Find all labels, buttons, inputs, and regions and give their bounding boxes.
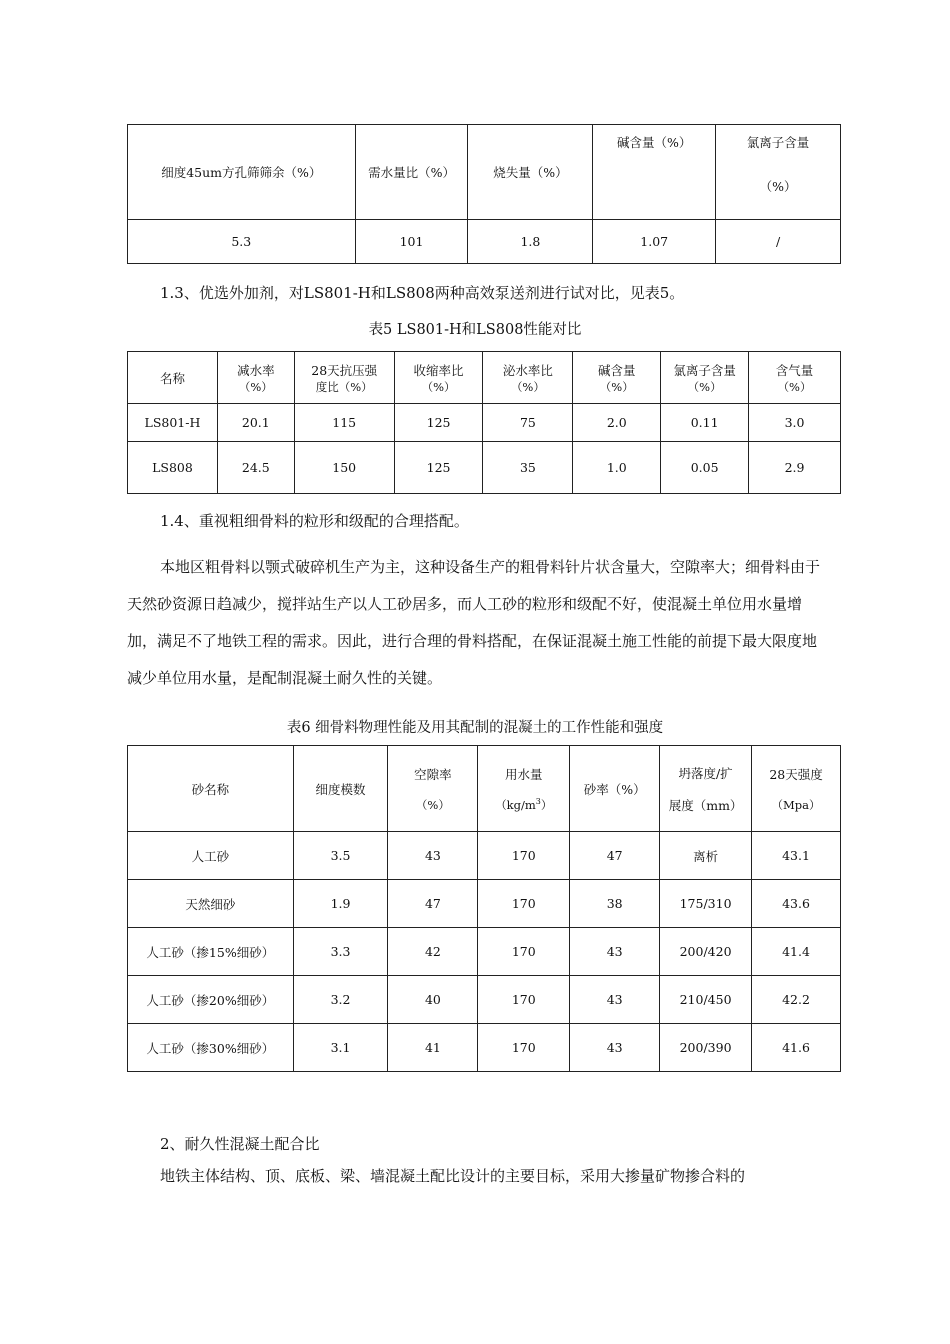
table-cell: 5.3 [128,220,356,264]
header-unit: （%） [238,379,273,394]
admixture-comparison-table [127,351,841,494]
table-cell: 175/310 [660,880,752,928]
table-cell: 2.0 [573,404,661,442]
unit-superscript: 3 [535,796,541,806]
header-chloride-main: 氯离子含量 [746,135,810,150]
header-water-content [478,746,570,832]
fly-ash-table [127,124,841,264]
table-cell: 0.05 [661,442,749,494]
table-cell: 47 [388,880,478,928]
table-cell: 101 [355,220,468,264]
header-main: 28天强度 [769,766,823,782]
table-cell: 47 [570,832,660,880]
table-cell: 35 [483,442,573,494]
table-cell: 170 [478,880,570,928]
header-slump [660,746,752,832]
table-cell: 人工砂（掺30%细砂） [128,1024,294,1072]
table-cell: 43 [570,928,660,976]
table-cell: 人工砂（掺15%细砂） [128,928,294,976]
table-cell: 3.3 [293,928,388,976]
table-row [128,1024,841,1072]
table-cell: 41.4 [752,928,841,976]
table-cell: 170 [478,976,570,1024]
table-cell: 1.0 [573,442,661,494]
header-water-reduction [217,352,294,404]
table-cell: LS801-H [128,404,218,442]
paragraph-mix-design: 地铁主体结构、顶、底板、梁、墙混凝土配比设计的主要目标，采用大掺量矿物掺合料的 [160,1167,746,1185]
header-unit: 展度（mm） [668,797,743,813]
header-main: 含气量 [775,362,814,378]
table-header-row [128,352,841,404]
table-cell: 43 [570,976,660,1024]
header-name: 名称 [128,352,218,404]
table-cell: 24.5 [217,442,294,494]
table-cell: 170 [478,1024,570,1072]
header-shrinkage-ratio [394,352,483,404]
heading-2: 2、耐久性混凝土配合比 [160,1135,320,1153]
table-cell: 38 [570,880,660,928]
header-main: 28天抗压强 [311,362,378,378]
fine-aggregate-table [127,745,841,1072]
header-main: 收缩率比 [413,362,464,378]
table-cell: 150 [294,442,394,494]
table-cell: 3.2 [293,976,388,1024]
table-cell: 115 [294,404,394,442]
table-cell: 75 [483,404,573,442]
table-header-row [128,125,841,220]
table-cell: 125 [394,404,483,442]
table-cell: 0.11 [661,404,749,442]
heading-1-4: 1.4、重视粗细骨料的粒形和级配的合理搭配。 [160,512,469,530]
table-row [128,404,841,442]
header-main: 坍落度/扩 [678,765,733,781]
header-water-demand: 需水量比（%） [355,125,468,220]
header-unit: （%） [421,379,456,394]
unit-text: （kg/m [495,797,536,812]
table-cell: 2.9 [749,442,841,494]
header-strength-ratio [294,352,394,404]
table-row [128,976,841,1024]
header-unit: （%） [415,797,450,812]
table-cell: 170 [478,832,570,880]
table-row [128,928,841,976]
table5-caption: 表5 LS801-H和LS808性能对比 [368,322,582,338]
table-cell: 3.1 [293,1024,388,1072]
header-main: 泌水率比 [502,362,553,378]
header-unit: 度比（%） [315,379,373,394]
header-fineness: 细度45um方孔筛筛余（%） [128,125,356,220]
table-cell: 1.8 [468,220,593,264]
header-sand-name: 砂名称 [128,746,294,832]
table-cell: 人工砂 [128,832,294,880]
header-main: 用水量 [505,766,543,782]
header-sand-ratio: 砂率（%） [570,746,660,832]
header-loss-on-ignition: 烧失量（%） [468,125,593,220]
table-cell: 43 [388,832,478,880]
header-unit: （Mpa） [771,797,821,812]
table-cell: 41 [388,1024,478,1072]
table-cell: 天然细砂 [128,880,294,928]
header-alkali [573,352,661,404]
table-row [128,442,841,494]
table-cell: 43 [570,1024,660,1072]
paragraph-aggregate: 本地区粗骨料以颚式破碎机生产为主，这种设备生产的粗骨料针片状含量大，空隙率大；细骨料由于天然砂资源日趋减少，搅拌站生产以人工砂居多，而人工砂的粒形和级配不好，使混凝土单位用水量增加，满足不了地铁工程的需求。因此，进行合理的骨料搭配，在保证混凝土施工性能的前提下最大限度地减少单位用水量，是配制混凝土耐久性的关键。 [127,558,821,687]
header-unit: （%） [510,379,545,394]
table-cell: 1.9 [293,880,388,928]
header-void-ratio [388,746,478,832]
header-unit: （%） [777,379,812,394]
table-row [128,880,841,928]
header-air-content [749,352,841,404]
header-fineness-modulus: 细度模数 [293,746,388,832]
table-cell: 1.07 [593,220,716,264]
header-chloride-unit: （%） [759,179,797,194]
table-cell: 3.0 [749,404,841,442]
header-strength [752,746,841,832]
header-unit: （%） [599,379,634,394]
table-cell: 42 [388,928,478,976]
table-cell: 40 [388,976,478,1024]
heading-1-3: 1.3、优选外加剂，对LS801-H和LS808两种高效泵送剂进行试对比，见表5。 [160,284,685,302]
header-unit: （%） [687,379,722,394]
header-bleeding-ratio [483,352,573,404]
table-cell: 125 [394,442,483,494]
unit-close: ） [540,797,553,812]
table-cell: 43.6 [752,880,841,928]
header-main: 碱含量 [598,362,636,378]
table-cell: 210/450 [660,976,752,1024]
table-row [128,832,841,880]
table-cell: 200/390 [660,1024,752,1072]
table-cell: 41.6 [752,1024,841,1072]
header-main: 氯离子含量 [673,362,736,378]
header-chloride [661,352,749,404]
header-alkali: 碱含量（%） [593,125,716,220]
table-cell: 20.1 [217,404,294,442]
table-cell: / [716,220,841,264]
table6-caption: 表6 细骨料物理性能及用其配制的混凝土的工作性能和强度 [286,720,664,736]
table-cell: 3.5 [293,832,388,880]
table-header-row [128,746,841,832]
table-cell: 42.2 [752,976,841,1024]
table-cell: 200/420 [660,928,752,976]
table-cell: LS808 [128,442,218,494]
table-cell: 离析 [660,832,752,880]
header-main: 空隙率 [414,766,452,782]
header-unit [480,797,567,813]
header-chloride [716,125,841,220]
table-cell: 人工砂（掺20%细砂） [128,976,294,1024]
table-cell: 43.1 [752,832,841,880]
table-row [128,220,841,264]
header-main: 减水率 [237,362,275,378]
table-cell: 170 [478,928,570,976]
